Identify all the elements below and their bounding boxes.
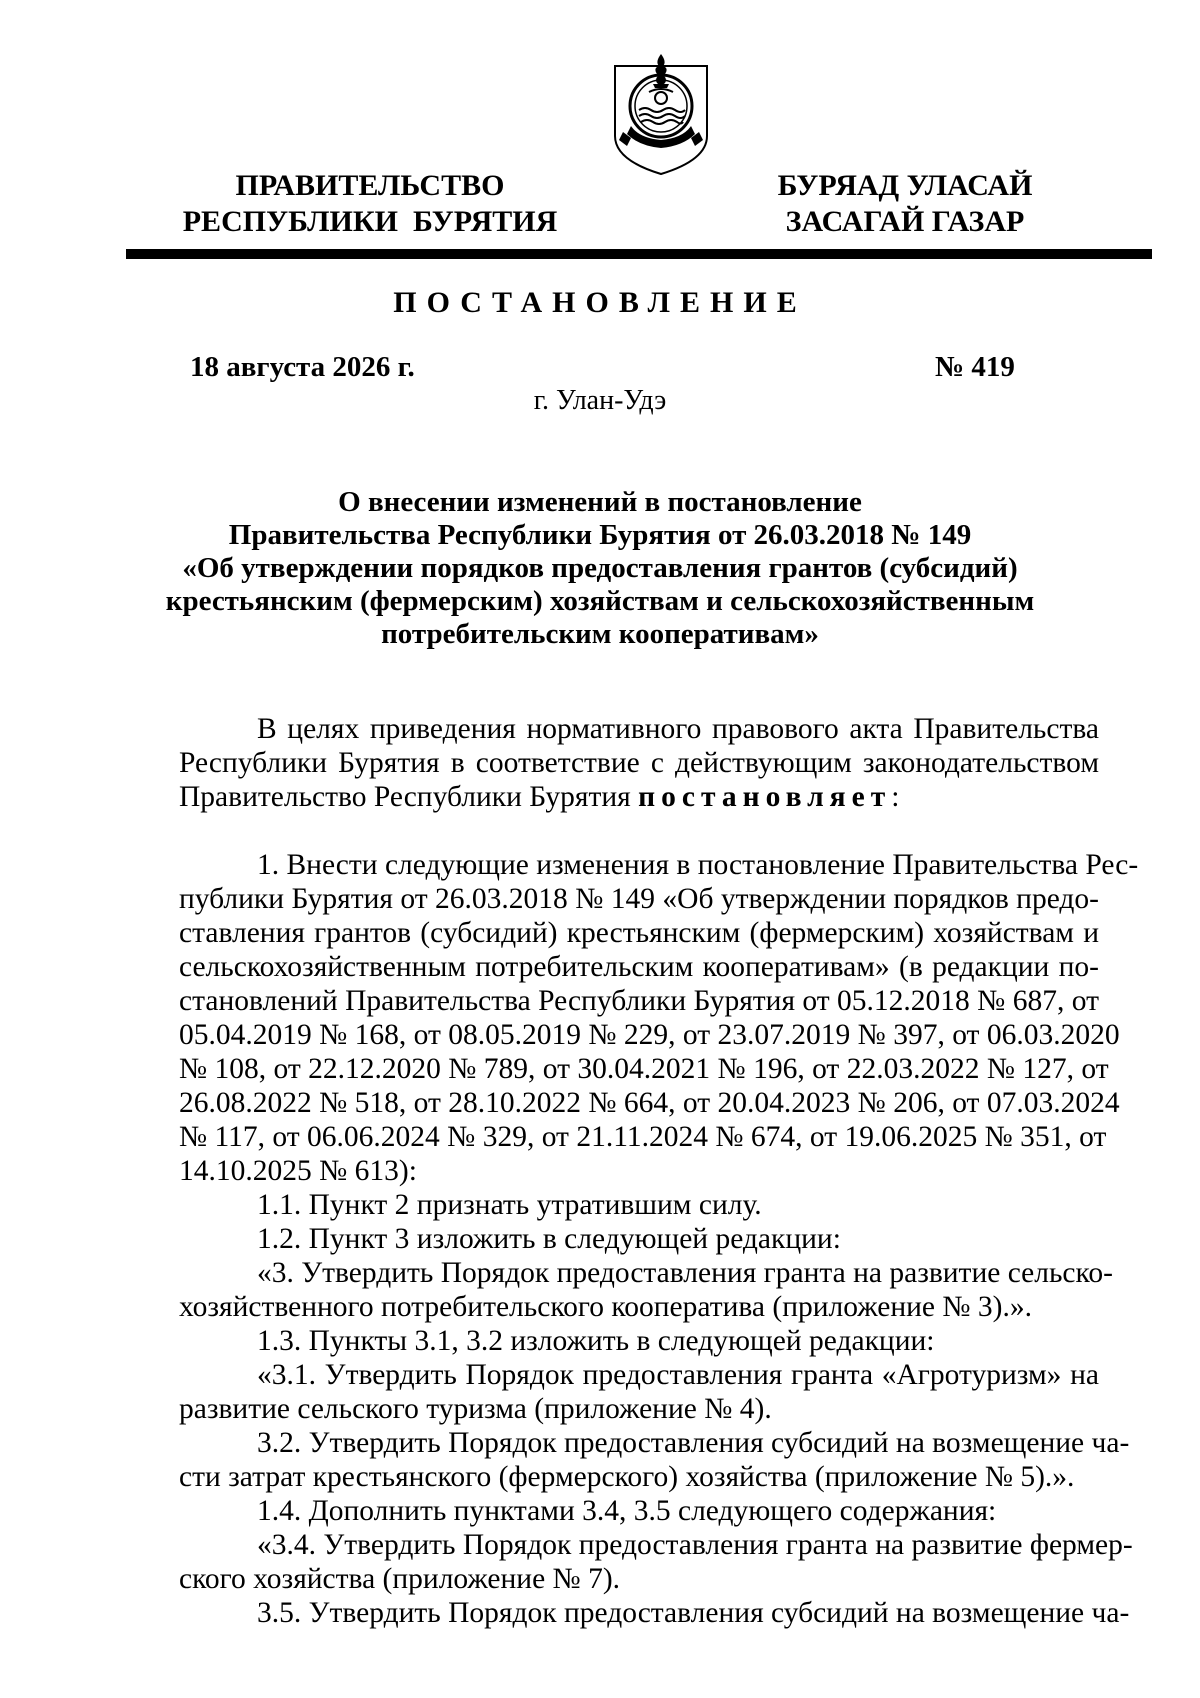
preamble-keyword: постановляет xyxy=(638,781,892,813)
preamble-line-final xyxy=(179,780,1099,814)
preamble-line: Республики Бурятия в соответствие с действующим законодательством xyxy=(179,747,1099,779)
document-title xyxy=(150,486,1050,651)
title-line: крестьянским (фермерским) хозяйствам и сельскохозяйственным xyxy=(165,585,1035,617)
document-date: 18 августа 2026 г. xyxy=(190,351,415,383)
title-line: «Об утверждении порядков предоставления грантов (субсидий) xyxy=(182,552,1018,584)
item-line: «3.4. Утвердить Порядок предоставления гранта на развитие фермер- xyxy=(257,1529,1133,1561)
item-line: сельскохозяйственным потребительским кооперативам» (в редакции по- xyxy=(179,951,1099,983)
preamble-prefix: Правительство Республики Бурятия xyxy=(179,781,639,813)
government-name-russian xyxy=(180,168,560,240)
preamble-line: В целях приведения нормативного правового акта Правительства xyxy=(257,713,1099,745)
item-line: 26.08.2022 № 518, от 28.10.2022 № 664, от 20.04.2023 № 206, от 07.03.2024 xyxy=(179,1087,1120,1119)
government-name-buryat-line2: ЗАСАГАЙ ГАЗАР xyxy=(785,205,1025,238)
item-line: 1. Внести следующие изменения в постановление Правительства Рес- xyxy=(257,849,1139,881)
document-city: г. Улан-Удэ xyxy=(533,385,667,416)
item-line: № 117, от 06.06.2024 № 329, от 21.11.2024 № 674, от 19.06.2025 № 351, от xyxy=(179,1121,1107,1153)
item-line: 05.04.2019 № 168, от 08.05.2019 № 229, от 23.07.2019 № 397, от 06.03.2020 xyxy=(179,1019,1120,1051)
item-line: № 108, от 22.12.2020 № 789, от 30.04.2021 № 196, от 22.03.2022 № 127, от xyxy=(179,1053,1109,1085)
government-name-buryat xyxy=(770,168,1040,240)
item-line: 1.2. Пункт 3 изложить в следующей редакции: xyxy=(257,1223,841,1255)
title-line: потребительским кооперативам» xyxy=(381,618,819,650)
item-line: сти затрат крестьянского (фермерского) хозяйства (приложение № 5).». xyxy=(179,1461,1075,1493)
item-line: «3.1. Утвердить Порядок предоставления гранта «Агротуризм» на xyxy=(257,1359,1099,1391)
header-divider xyxy=(126,249,1152,259)
government-name-line2: РЕСПУБЛИКИ БУРЯТИЯ xyxy=(182,205,558,238)
item-line: ставления грантов (субсидий) крестьянским (фермерским) хозяйствам и xyxy=(179,917,1099,949)
item-line: 1.4. Дополнить пунктами 3.4, 3.5 следующего содержания: xyxy=(257,1495,997,1527)
government-name-line1: ПРАВИТЕЛЬСТВО xyxy=(235,169,505,202)
document-type: ПОСТАНОВЛЕНИЕ xyxy=(393,286,807,319)
coat-of-arms-emblem xyxy=(609,48,713,176)
title-line: Правительства Республики Бурятия от 26.03.2018 № 149 xyxy=(228,519,972,551)
item-line: 3.2. Утвердить Порядок предоставления субсидий на возмещение ча- xyxy=(257,1427,1130,1459)
title-line: О внесении изменений в постановление xyxy=(338,486,862,518)
item-line: 1.1. Пункт 2 признать утратившим силу. xyxy=(257,1189,762,1221)
item-line: развитие сельского туризма (приложение № 4). xyxy=(179,1393,772,1425)
item-line: «3. Утвердить Порядок предоставления гранта на развитие сельско- xyxy=(257,1257,1113,1289)
item-line: 3.5. Утвердить Порядок предоставления субсидий на возмещение ча- xyxy=(257,1597,1130,1629)
item-line: 1.3. Пункты 3.1, 3.2 изложить в следующей редакции: xyxy=(257,1325,935,1357)
item-line: ского хозяйства (приложение № 7). xyxy=(179,1563,621,1595)
item-line: 14.10.2025 № 613): xyxy=(179,1155,417,1187)
item-line: публики Бурятия от 26.03.2018 № 149 «Об утверждении порядков предо- xyxy=(179,883,1099,915)
item-line: становлений Правительства Республики Бурятия от 05.12.2018 № 687, от xyxy=(179,985,1099,1017)
item-line: хозяйственного потребительского кооператива (приложение № 3).». xyxy=(179,1291,1032,1323)
preamble-suffix: : xyxy=(891,781,900,813)
preamble-paragraph xyxy=(179,712,1099,814)
government-name-buryat-line1: БУРЯАД УЛАСАЙ xyxy=(777,169,1033,202)
document-number: № 419 xyxy=(935,351,1015,383)
item1-paragraph xyxy=(179,848,1139,1630)
